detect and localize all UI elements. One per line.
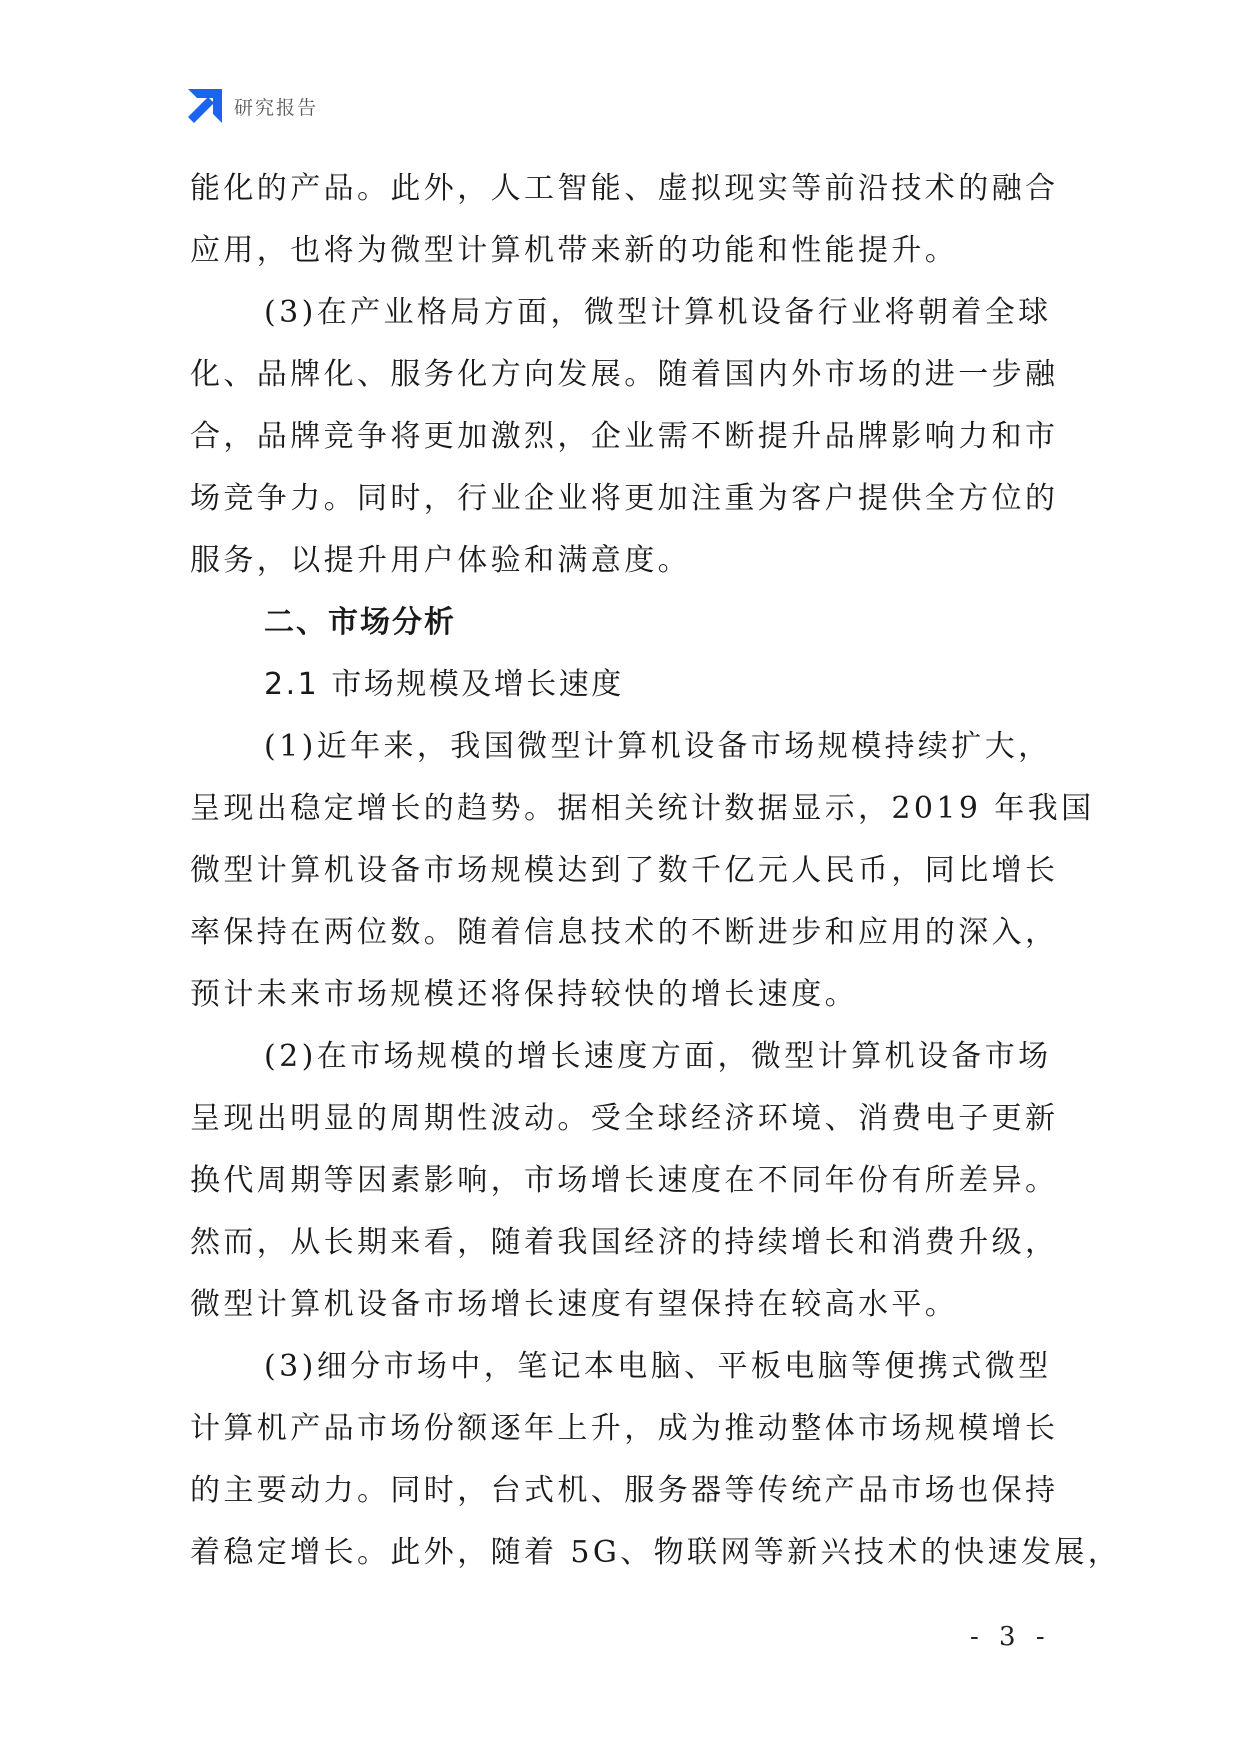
body-line: 服务，以提升用户体验和满意度。: [190, 543, 691, 578]
body-line: 着稳定增长。此外，随着 5G、物联网等新兴技术的快速发展，: [190, 1535, 1122, 1570]
body-line: 率保持在两位数。随着信息技术的不断进步和应用的深入，: [190, 915, 1059, 950]
body-line: 微型计算机设备市场规模达到了数千亿元人民币，同比增长: [190, 853, 1059, 888]
document-body: [190, 158, 1122, 1584]
body-line: 化、品牌化、服务化方向发展。随着国内外市场的进一步融: [190, 357, 1059, 392]
body-line: 计算机产品市场份额逐年上升，成为推动整体市场规模增长: [190, 1411, 1059, 1446]
body-line: (3)在产业格局方面，微型计算机设备行业将朝着全球: [264, 295, 1052, 330]
body-line: 呈现出稳定增长的趋势。据相关统计数据显示，2019 年我国: [190, 791, 1095, 826]
body-line: 合，品牌竞争将更加激烈，企业需不断提升品牌影响力和市: [190, 419, 1059, 454]
body-line: 呈现出明显的周期性波动。受全球经济环境、消费电子更新: [190, 1101, 1059, 1136]
body-line: (1)近年来，我国微型计算机设备市场规模持续扩大，: [264, 729, 1052, 764]
arrow-up-right-icon: [188, 89, 222, 123]
report-header: [188, 88, 318, 124]
body-line: (2)在市场规模的增长速度方面，微型计算机设备市场: [264, 1039, 1052, 1074]
page-number: - 3 -: [970, 1622, 1051, 1652]
section-heading: 二、市场分析: [264, 605, 456, 640]
body-line: 然而，从长期来看，随着我国经济的持续增长和消费升级，: [190, 1225, 1059, 1260]
body-line: 换代周期等因素影响，市场增长速度在不同年份有所差异。: [190, 1163, 1059, 1198]
body-line: 的主要动力。同时，台式机、服务器等传统产品市场也保持: [190, 1473, 1059, 1508]
body-line: 预计未来市场规模还将保持较快的增长速度。: [190, 977, 858, 1012]
header-title: 研究报告: [234, 96, 319, 119]
body-line: 应用，也将为微型计算机带来新的功能和性能提升。: [190, 233, 959, 268]
body-line: 微型计算机设备市场增长速度有望保持在较高水平。: [190, 1287, 959, 1322]
body-line: (3)细分市场中，笔记本电脑、平板电脑等便携式微型: [264, 1349, 1052, 1384]
body-line: 能化的产品。此外，人工智能、虚拟现实等前沿技术的融合: [190, 171, 1059, 206]
subsection-heading: 2.1 市场规模及增长速度: [264, 667, 624, 702]
body-line: 场竞争力。同时，行业企业将更加注重为客户提供全方位的: [190, 481, 1059, 516]
